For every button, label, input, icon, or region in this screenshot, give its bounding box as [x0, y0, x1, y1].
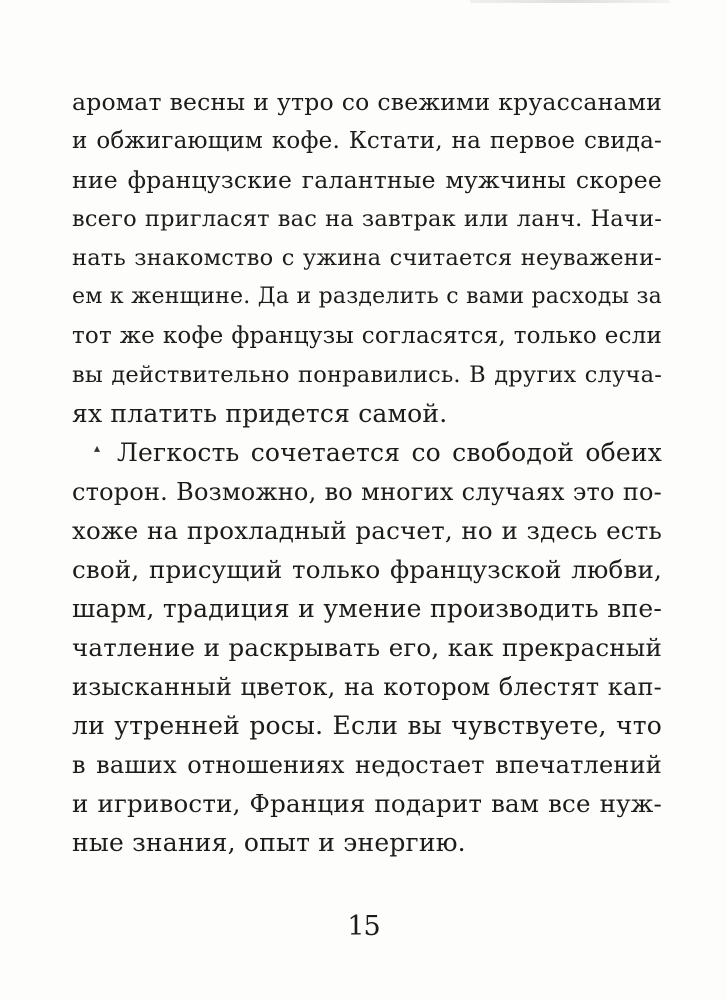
paragraph2-line-7: изысканный цветок, на котором блестят кап-: [72, 673, 662, 701]
paragraph1-line-5: нать знакомство с ужина считается неуважени-: [72, 245, 662, 271]
paragraph2-line-4: свой, присущий только французской любви,: [72, 555, 662, 584]
paragraph2-line-8: ли утренней росы. Если вы чувствуете, что: [72, 711, 662, 740]
paragraph2-line-1: Легкость сочетается со свободой обеих: [117, 438, 662, 467]
paragraph2-line-3: хоже на прохладный расчет, но и здесь есть: [72, 516, 662, 545]
paragraph1-line-6: ем к женщине. Да и разделить с вами расходы за: [72, 284, 662, 309]
paragraph1-line-1: аромат весны и утро со свежими круассанами: [72, 88, 662, 116]
paragraph2-line-11: ные знания, опыт и энергию.: [72, 828, 466, 857]
paragraph2-line-9: в ваших отношениях недостает впечатлений: [72, 751, 662, 779]
paragraph1-line-7: тот же кофе французы согласятся, только если: [72, 323, 662, 349]
paragraph-ornament-icon: ▴: [94, 441, 101, 455]
paragraph2-line-10: и игривости, Франция подарит вам все нуж-: [72, 789, 662, 818]
paragraph2-line-2: сторон. Возможно, во многих случаях это по-: [72, 478, 662, 506]
page-number: 15: [347, 911, 380, 942]
paragraph1-line-2: и обжигающим кофе. Кстати, на первое свида-: [72, 128, 662, 154]
paragraph1-line-8: вы действительно понравились. В других случа-: [72, 362, 662, 388]
scan-edge-mark: [470, 0, 670, 3]
paragraph2-line-6: чатление и раскрывать его, как прекрасный: [72, 633, 662, 662]
paragraph1-line-4: всего пригласят вас на завтрак или ланч. Начи-: [72, 206, 662, 232]
paragraph1-line-3: ние французские галантные мужчины скорее: [72, 166, 662, 194]
paragraph2-line-5: шарм, традиция и умение производить впе-: [72, 594, 662, 623]
paragraph1-line-9: ях платить придется самой.: [72, 399, 448, 428]
